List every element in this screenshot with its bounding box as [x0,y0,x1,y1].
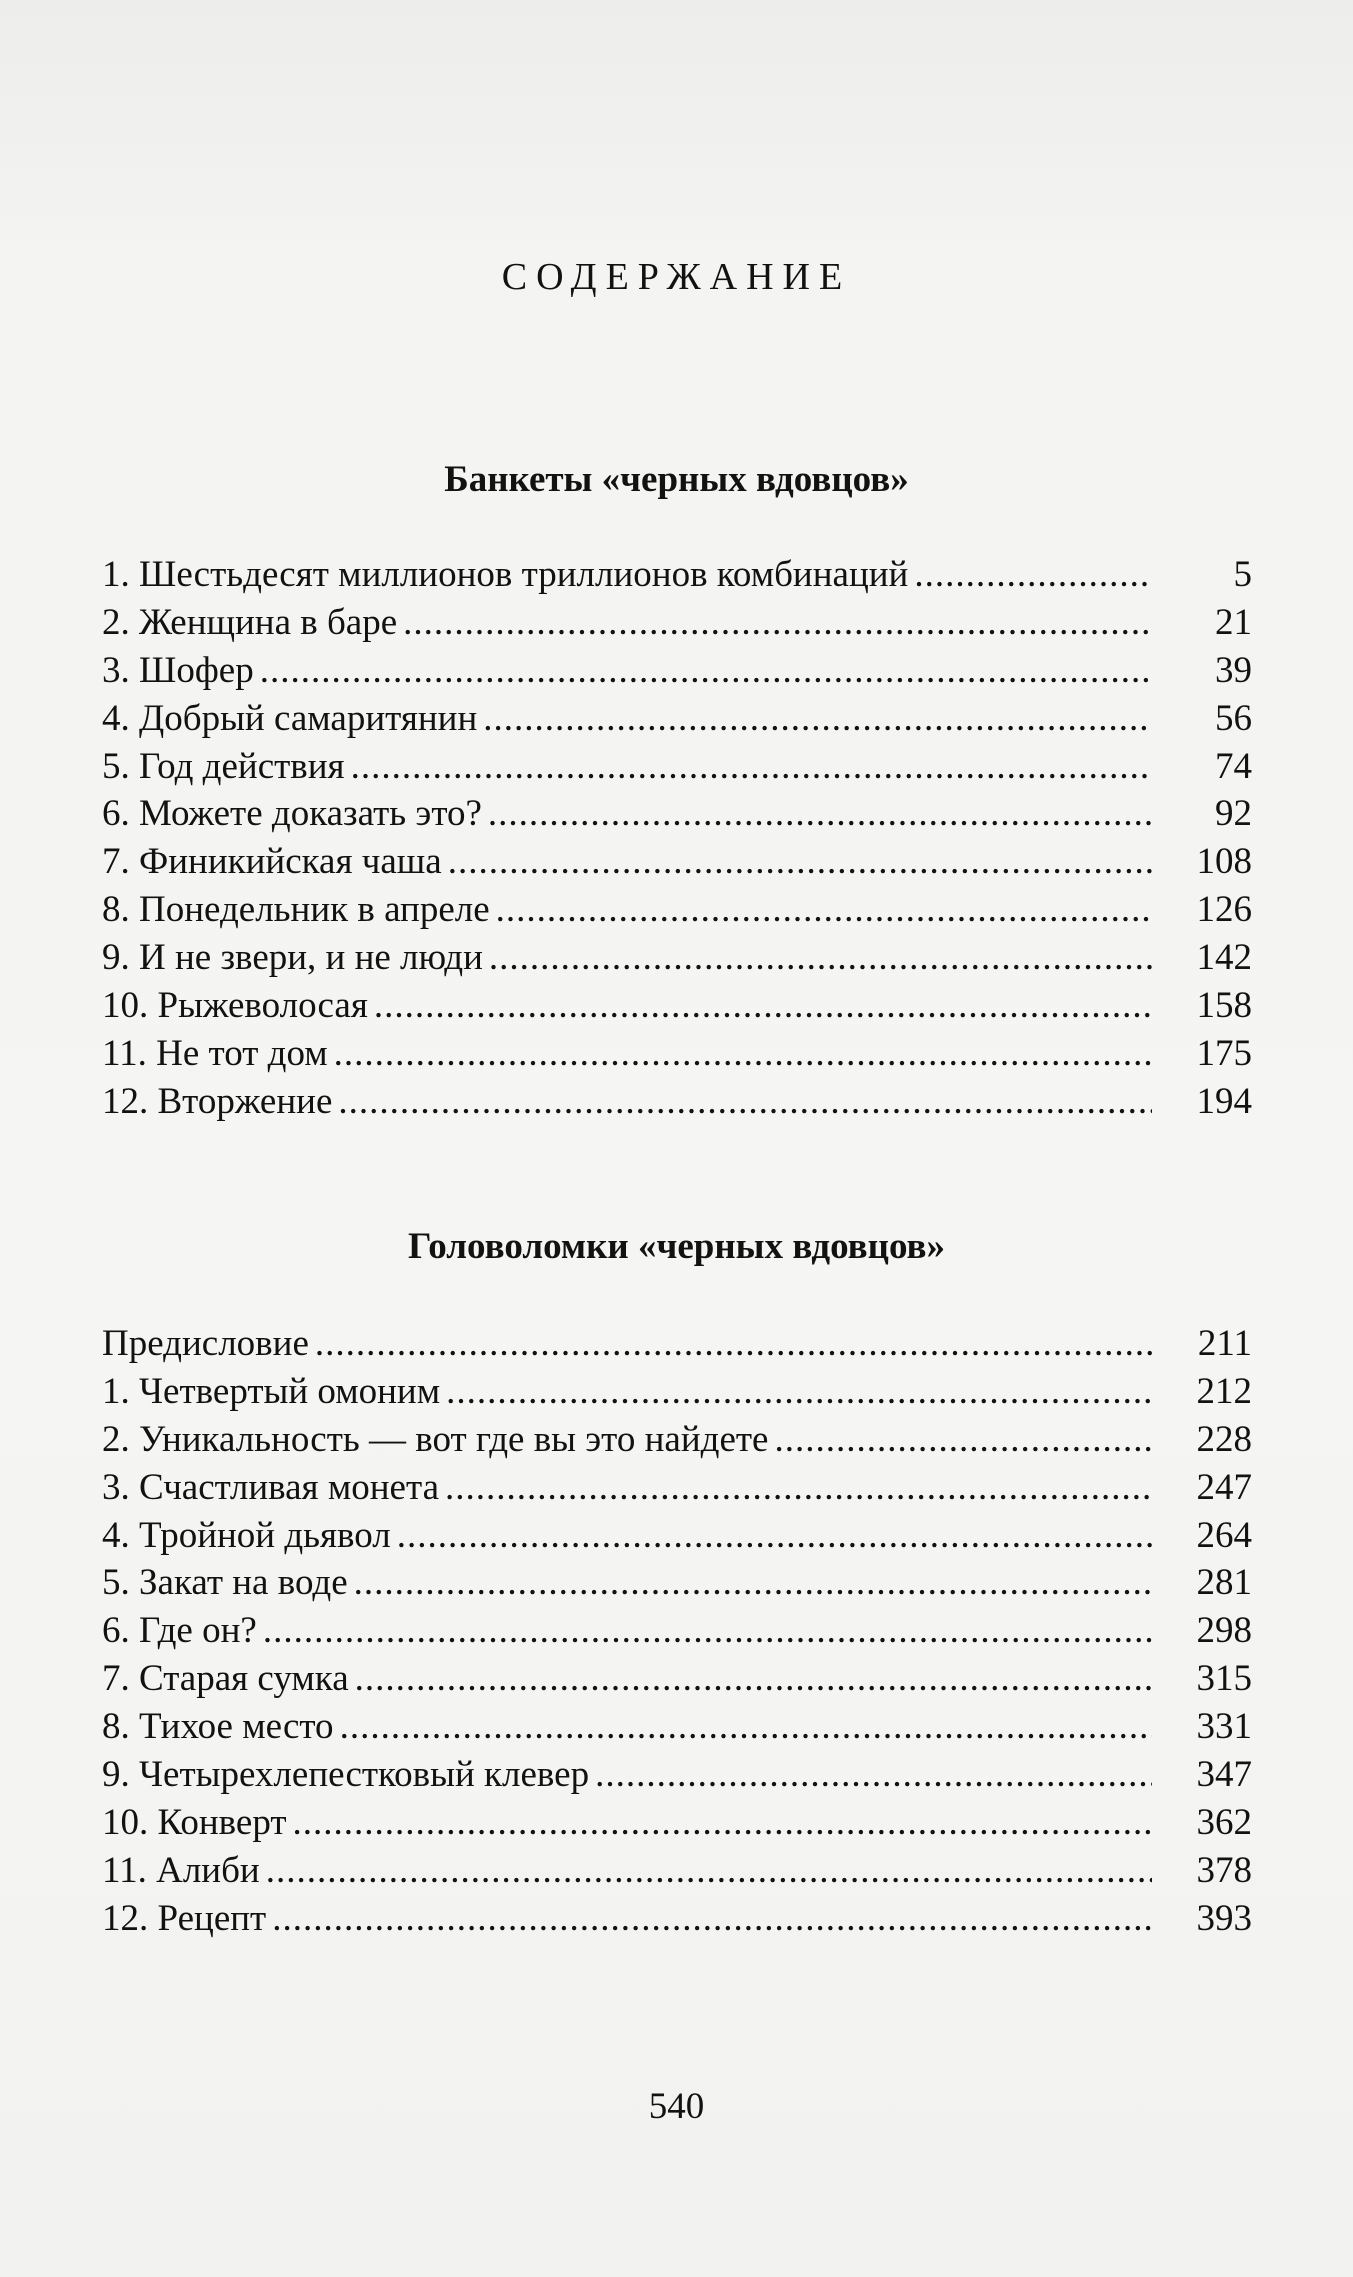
toc-entry-title: 3. Шофер [102,649,254,691]
toc-leader-dots [774,1416,1152,1464]
toc-leader-dots [489,934,1152,982]
toc-leader-dots [293,1799,1153,1847]
toc-entry-page: 126 [1196,889,1252,931]
toc-entry-title: 6. Можете доказать это? [102,793,482,835]
toc-entry [102,551,1252,599]
toc-entry-title: 8. Тихое место [102,1706,334,1748]
toc-leader-dots [338,1078,1152,1126]
toc-entry-page: 211 [1197,1323,1252,1364]
toc-entry-title: 10. Рыжеволосая [102,985,368,1027]
toc-entry-page: 393 [1196,1897,1252,1939]
toc-entry-title: 8. Понедельник в апреле [102,889,490,931]
toc-leader-dots [445,1464,1152,1512]
toc-entry-page: 158 [1196,985,1252,1027]
toc-entry-page: 142 [1196,937,1252,979]
toc-entry-title: 9. Четырехлепестковый клевер [102,1754,590,1796]
toc-entry-title: 11. Алиби [102,1849,260,1891]
toc-entry-page: 281 [1196,1562,1252,1604]
toc-entry [102,1030,1252,1078]
page-number: 540 [648,2086,705,2127]
toc-entry-title: 4. Добрый самаритянин [102,697,478,739]
toc-entry-title: 2. Уникальность — вот где вы это найдете [102,1418,769,1460]
toc-entry [102,1320,1252,1368]
toc-entry [102,982,1252,1030]
toc-entry [102,1512,1252,1560]
toc-leader-dots [374,982,1152,1030]
toc-entry-title: 3. Счастливая монета [102,1466,440,1508]
toc-leader-dots [483,695,1152,743]
toc-entry [102,886,1252,934]
toc-entry-title: 12. Рецепт [102,1897,267,1939]
toc-leader-dots [334,1030,1152,1078]
toc-entry-title: 2. Женщина в баре [102,601,398,643]
toc-entry-title: 12. Вторжение [102,1080,333,1122]
toc-leader-dots [448,838,1152,886]
toc-leader-dots [403,599,1152,647]
toc-entry [102,1895,1252,1943]
toc-entry-page: 92 [1215,793,1252,835]
toc-entry-page: 39 [1215,649,1252,691]
toc-entry [102,790,1252,838]
toc-entry-title: 4. Тройной дьявол [102,1514,391,1556]
toc-entry-page: 362 [1196,1801,1252,1843]
toc-leader-dots [260,647,1152,695]
toc-entry-page: 315 [1196,1658,1252,1700]
toc-leader-dots [496,886,1152,934]
toc-leader-dots [488,790,1152,838]
toc-leader-dots [263,1607,1152,1655]
toc-entry-page: 21 [1215,601,1252,643]
toc-entry [102,1559,1252,1607]
toc-leader-dots [914,551,1152,599]
toc-entry [102,599,1252,647]
toc-leader-dots [340,1703,1152,1751]
toc-entry [102,1607,1252,1655]
toc-entry-page: 347 [1196,1754,1252,1796]
toc-leader-dots [272,1895,1152,1943]
section-heading-puzzles: Головоломки «черных вдовцов» [407,1226,946,1267]
toc-entry-title: 5. Закат на воде [102,1562,348,1604]
toc-entry-page: 264 [1196,1514,1252,1556]
toc-entry [102,1078,1252,1126]
toc-entry-page: 194 [1196,1080,1252,1122]
toc-entry [102,838,1252,886]
toc-entry-title: 10. Конверт [102,1801,287,1843]
toc-leader-dots [351,743,1152,791]
toc-entry-page: 247 [1196,1466,1252,1508]
toc-leader-dots [315,1320,1152,1368]
toc-entry-page: 228 [1196,1418,1252,1460]
toc-list-puzzles [102,1320,1252,1943]
toc-entry-title: 7. Финикийская чаша [102,841,442,883]
toc-entry [102,647,1252,695]
toc-leader-dots [354,1559,1152,1607]
toc-leader-dots [595,1751,1152,1799]
toc-entry-title: 5. Год действия [102,745,345,787]
toc-entry [102,1799,1252,1847]
toc-entry-page: 5 [1233,554,1252,595]
toc-entry-page: 108 [1196,841,1252,883]
toc-entry-title: 6. Где он? [102,1610,257,1652]
toc-entry-page: 212 [1196,1370,1252,1412]
toc-entry [102,1368,1252,1416]
toc-entry-page: 56 [1215,697,1252,739]
toc-entry [102,1416,1252,1464]
toc-entry [102,1655,1252,1703]
toc-list-banquets [102,551,1252,1126]
toc-entry-page: 331 [1196,1706,1252,1748]
toc-entry [102,1464,1252,1512]
section-heading-banquets: Банкеты «черных вдовцов» [444,459,909,500]
toc-leader-dots [397,1512,1152,1560]
toc-entry [102,1703,1252,1751]
toc-entry [102,1847,1252,1895]
toc-entry-title: 1. Четвертый омоним [102,1370,441,1412]
toc-entry [102,1751,1252,1799]
toc-leader-dots [266,1847,1152,1895]
toc-entry-page: 298 [1196,1610,1252,1652]
toc-entry [102,743,1252,791]
toc-entry-title: 11. Не тот дом [102,1032,328,1074]
toc-entry [102,934,1252,982]
toc-leader-dots [446,1368,1152,1416]
toc-entry-title: 7. Старая сумка [102,1658,349,1700]
toc-entry-title: Предисловие [102,1323,309,1364]
toc-entry-title: 9. И не звери, и не люди [102,937,483,979]
page-title: СОДЕРЖАНИЕ [501,256,852,298]
toc-entry-title: 1. Шестьдесят миллионов триллионов комбинаций [102,554,909,595]
toc-entry [102,695,1252,743]
toc-entry-page: 378 [1196,1849,1252,1891]
toc-entry-page: 74 [1215,745,1252,787]
toc-entry-page: 175 [1196,1032,1252,1074]
toc-leader-dots [355,1655,1152,1703]
